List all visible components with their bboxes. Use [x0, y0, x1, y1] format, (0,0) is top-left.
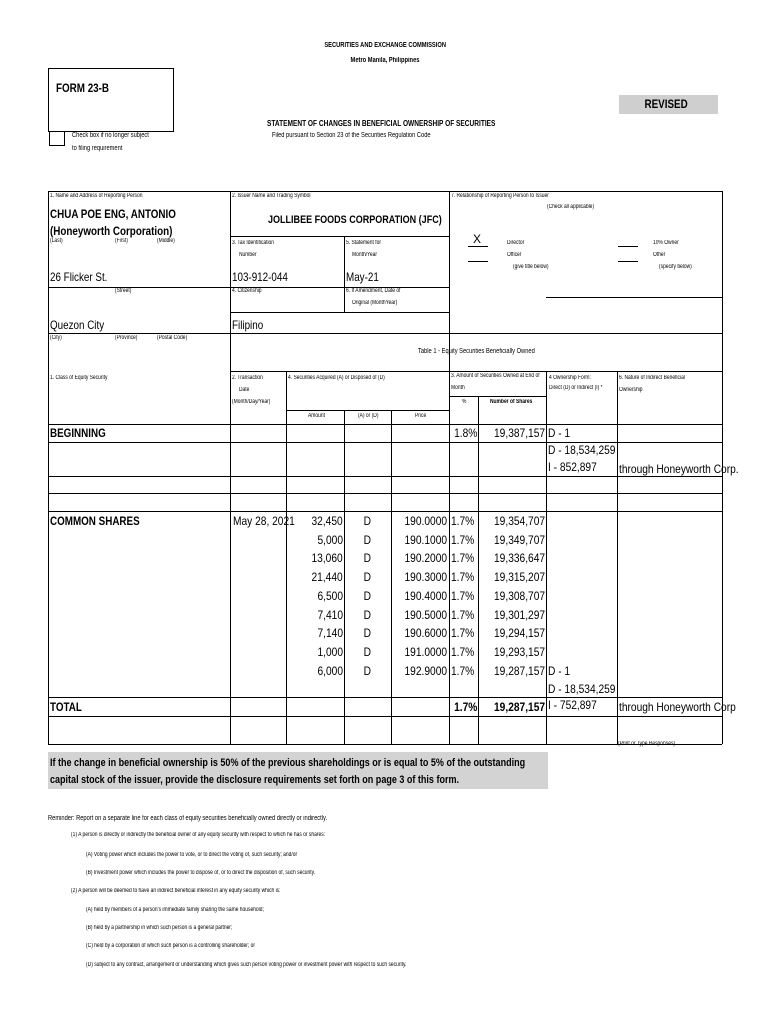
tx-price: 190.3000 [404, 570, 447, 584]
tin-label: 3. Tax Identification [232, 240, 275, 246]
disclosure-line-2: capital stock of the issuer, provide the disclosure requirements set forth on page 3 of this form. [50, 774, 460, 786]
tx-ad: D [363, 645, 372, 659]
tx-ad: D [363, 551, 372, 565]
director-x-mark: X [473, 232, 482, 246]
city-label: (City) [50, 335, 62, 341]
revised-badge: REVISED [619, 95, 718, 114]
col-class-header: 1. Class of Equity Security [50, 375, 108, 381]
tx-amount: 5,000 [317, 533, 343, 547]
tx-amount: 13,060 [311, 551, 343, 565]
reminder-p2a: (A) held by members of a person's immediate family sharing the same household; [86, 907, 264, 913]
beginning-form-1: D - 1 [548, 426, 571, 440]
reminder-p1: (1) A person is directly or indirectly the beneficial owner of any equity security with respect to which he has or shares: [71, 832, 326, 838]
issuer-name: JOLLIBEE FOODS CORPORATION (JFC) [268, 214, 442, 226]
total-pct: 1.7% [453, 700, 477, 714]
tx-ad: D [363, 608, 372, 622]
citizenship-label: 4. Citizenship [232, 288, 262, 294]
statement-label: 5. Statement for [346, 240, 382, 246]
col-owned-header: 3. Amount of Securities Owned at End of [451, 373, 540, 379]
citizenship: Filipino [232, 318, 264, 332]
agency-location: Metro Manila, Philippines [350, 57, 420, 64]
common-shares-label: COMMON SHARES [50, 514, 140, 528]
reminder-p1a: (A) Voting power which includes the power to vote, or to direct the voting of, such security; and/or [86, 852, 298, 858]
col-shares-header: Number of Shares [490, 399, 533, 405]
form-title: FORM 23-B [56, 81, 110, 95]
officer-note: (give title below) [513, 264, 549, 270]
tx-ad: D [363, 626, 372, 640]
beginning-shares: 19,387,157 [493, 426, 545, 440]
tx-shares: 19,294,157 [493, 626, 545, 640]
tx-pct: 1.7% [451, 645, 475, 659]
col-date-header-2: Date [239, 387, 250, 393]
postal-label: (Postal Code) [157, 335, 188, 341]
disclosure-box [48, 752, 548, 789]
tx-shares: 19,315,207 [493, 570, 545, 584]
filed-note: Filed pursuant to Section 23 of the Securities Regulation Code [272, 132, 431, 139]
check-all-label: (Check all applicable) [547, 204, 595, 210]
total-label: TOTAL [50, 700, 82, 714]
col-ad-header: (A) or (D) [358, 413, 379, 419]
tx-pct: 1.7% [451, 551, 475, 565]
form-title-box [48, 68, 174, 132]
tx-shares: 19,293,157 [493, 645, 545, 659]
tx-amount: 7,410 [317, 608, 343, 622]
tx-ad: D [363, 533, 372, 547]
statement-month: May-21 [346, 270, 379, 284]
box2-label: 2. Issuer Name and Trading Symbol [232, 193, 311, 199]
tx-ad: D [363, 514, 372, 528]
tx-price: 190.4000 [404, 589, 447, 603]
col-date-header-3: (Month/Day/Year) [232, 399, 271, 405]
disclosure-line-1: If the change in beneficial ownership is 50% of the previous shareholdings or is equal to 5% of the outstanding [50, 757, 526, 769]
col-owned-header-2: Month [451, 385, 465, 391]
tx-price: 192.9000 [404, 664, 447, 678]
beginning-form-2: D - 18,534,259 [548, 443, 616, 457]
col-form-header: 4 Ownership Form: [549, 375, 591, 381]
tx-ad: D [363, 570, 372, 584]
city: Quezon City [50, 318, 105, 332]
tx-pct: 1.7% [451, 514, 475, 528]
director-label: Director [507, 240, 525, 246]
reminder-p2b: (B) held by a partnership in which such person is a general partner; [86, 925, 233, 931]
tx-shares: 19,349,707 [493, 533, 545, 547]
street-address: 26 Flicker St. [50, 270, 108, 284]
tx-pct: 1.7% [451, 608, 475, 622]
reminder-p1b: (B) Investment power which includes the power to dispose of, or to direct the disposition of, such security. [86, 870, 316, 876]
table-title: Table 1 - Equity Securities Beneficially Owned [418, 348, 535, 355]
beginning-pct: 1.8% [453, 426, 477, 440]
col-pct-header: % [462, 399, 467, 405]
tx-price: 190.2000 [404, 551, 447, 565]
tx-pct: 1.7% [451, 570, 475, 584]
print-note: (Print or Type Responses) [618, 741, 676, 747]
reminder-p2: (2) A person will be deemed to have an indirect beneficial interest in any equity security which is: [71, 888, 281, 894]
tx-pct: 1.7% [451, 664, 475, 678]
tx-shares: 19,308,707 [493, 589, 545, 603]
tx-price: 190.0000 [404, 514, 447, 528]
tx-ad: D [363, 664, 372, 678]
beginning-form-3: I - 852,897 [548, 460, 597, 474]
col-price-header: Price [415, 413, 427, 419]
owner10-label: 10% Owner [653, 240, 679, 246]
col-amount-header: Amount [308, 413, 325, 419]
box1-label: 1. Name and Address of Reporting Person [50, 193, 143, 199]
checkbox-label: Check box if no longer subject [72, 132, 149, 139]
tx-pct: 1.7% [451, 626, 475, 640]
tax-id: 103-912-044 [232, 270, 288, 284]
tx-price: 190.1000 [404, 533, 447, 547]
other-label: Other [653, 252, 666, 258]
reporting-person-company: (Honeyworth Corporation) [50, 224, 173, 238]
tin-label-2: Number [239, 252, 257, 258]
reminder-intro: Reminder: Report on a separate line for each class of equity securities beneficially owned directly or indirectly. [48, 815, 328, 822]
tx-shares: 19,354,707 [493, 514, 545, 528]
other-note: (specify below) [659, 264, 692, 270]
tx-amount: 6,000 [317, 664, 343, 678]
tx-pct: 1.7% [451, 589, 475, 603]
box7-label: 7. Relationship of Reporting Person to Issuer [451, 193, 549, 199]
beginning-label: BEGINNING [50, 426, 106, 440]
tx-price: 190.5000 [404, 608, 447, 622]
reporting-person-name: CHUA POE ENG, ANTONIO [50, 207, 176, 221]
statement-label-2: Month/Year [352, 252, 377, 258]
amendment-label: 6. If Amendment, Date of [346, 288, 401, 294]
agency-name: SECURITIES AND EXCHANGE COMMISSION [324, 42, 446, 49]
tx-shares: 19,287,157 [493, 664, 545, 678]
col-nature-header-2: Ownership [619, 387, 643, 393]
end-form-1: D - 1 [548, 664, 571, 678]
tx-amount: 32,450 [311, 514, 343, 528]
end-form-3: I - 752,897 [548, 698, 597, 712]
beginning-nature: through Honeyworth Corp. [619, 462, 739, 476]
tx-amount: 7,140 [317, 626, 343, 640]
officer-label: Officer [507, 252, 522, 258]
tx-price: 191.0000 [404, 645, 447, 659]
middle-label: (Middle) [157, 238, 175, 244]
tx-shares: 19,301,297 [493, 608, 545, 622]
first-label: (First) [115, 238, 128, 244]
reminder-p2d: (D) subject to any contract, arrangement or understanding which gives such person voting power or investment power with respect to such security. [86, 962, 407, 968]
amendment-label-2: Original (MonthYear) [352, 300, 398, 306]
tx-amount: 1,000 [317, 645, 343, 659]
no-longer-subject-checkbox[interactable] [49, 131, 65, 146]
col-nature-header: 6. Nature of Indirect Beneficial [619, 375, 685, 381]
tx-price: 190.6000 [404, 626, 447, 640]
total-nature: through Honeyworth Corp [619, 700, 736, 714]
last-label: (Last) [50, 238, 63, 244]
tx-pct: 1.7% [451, 533, 475, 547]
tx-ad: D [363, 589, 372, 603]
statement-title: STATEMENT OF CHANGES IN BENEFICIAL OWNERSHIP OF SECURITIES [267, 119, 496, 128]
tx-shares: 19,336,647 [493, 551, 545, 565]
street-label: (Street) [115, 288, 132, 294]
end-form-2: D - 18,534,259 [548, 682, 616, 696]
tx-amount: 21,440 [311, 570, 343, 584]
province-label: (Province) [115, 335, 138, 341]
col-date-header: 2. Transaction [232, 375, 263, 381]
total-shares: 19,287,157 [493, 700, 545, 714]
reminder-p2c: (C) held by a corporation of which such person is a controlling shareholder; or [86, 943, 256, 949]
col-form-header-2: Direct (D) or Indirect (I) * [549, 385, 603, 391]
transaction-date: May 28, 2021 [233, 514, 295, 528]
tx-amount: 6,500 [317, 589, 343, 603]
col-acquired-header: 4. Securities Acquired (A) or Disposed of (D) [288, 375, 385, 381]
checkbox-label-2: to filing requirement [72, 145, 123, 152]
